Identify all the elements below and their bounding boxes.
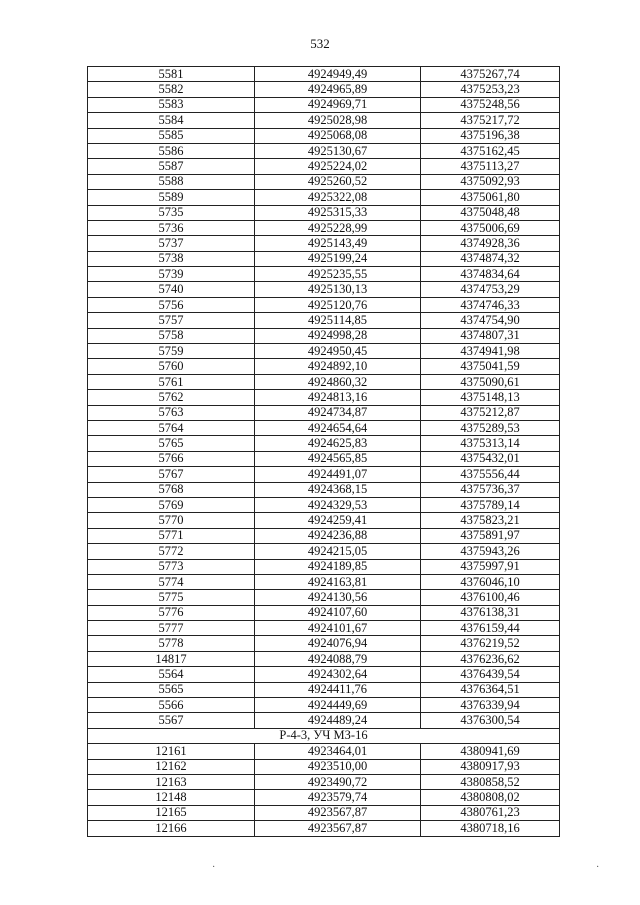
x-coordinate: 4924998,28	[255, 328, 421, 343]
y-coordinate: 4375248,56	[421, 97, 560, 112]
x-coordinate: 4924491,07	[255, 467, 421, 482]
y-coordinate: 4375736,37	[421, 482, 560, 497]
x-coordinate: 4925143,49	[255, 236, 421, 251]
point-number: 5757	[88, 313, 255, 328]
y-coordinate: 4375113,27	[421, 159, 560, 174]
point-number: 12148	[88, 790, 255, 805]
y-coordinate: 4374834,64	[421, 267, 560, 282]
table-row	[88, 759, 560, 774]
table-row	[88, 605, 560, 620]
point-number: 14817	[88, 651, 255, 666]
y-coordinate: 4375891,97	[421, 528, 560, 543]
table-row	[88, 682, 560, 697]
table-row	[88, 97, 560, 112]
x-coordinate: 4924892,10	[255, 359, 421, 374]
x-coordinate: 4924329,53	[255, 497, 421, 512]
table-row	[88, 82, 560, 97]
x-coordinate: 4925228,99	[255, 220, 421, 235]
point-number: 5567	[88, 713, 255, 728]
table-row	[88, 282, 560, 297]
point-number: 5736	[88, 220, 255, 235]
y-coordinate: 4375196,38	[421, 128, 560, 143]
point-number: 5566	[88, 698, 255, 713]
point-number: 5739	[88, 267, 255, 282]
table-row	[88, 744, 560, 759]
point-number: 5738	[88, 251, 255, 266]
x-coordinate: 4924654,64	[255, 420, 421, 435]
point-number: 12163	[88, 774, 255, 789]
x-coordinate: 4924625,83	[255, 436, 421, 451]
table-row	[88, 590, 560, 605]
y-coordinate: 4375289,53	[421, 420, 560, 435]
x-coordinate: 4925130,67	[255, 143, 421, 158]
point-number: 5565	[88, 682, 255, 697]
point-number: 5735	[88, 205, 255, 220]
x-coordinate: 4924302,64	[255, 667, 421, 682]
table-row	[88, 621, 560, 636]
table-row	[88, 359, 560, 374]
table-row	[88, 513, 560, 528]
point-number: 5582	[88, 82, 255, 97]
point-number: 5586	[88, 143, 255, 158]
point-number: 5564	[88, 667, 255, 682]
y-coordinate: 4376138,31	[421, 605, 560, 620]
x-coordinate: 4925315,33	[255, 205, 421, 220]
point-number: 5583	[88, 97, 255, 112]
table-row	[88, 436, 560, 451]
y-coordinate: 4375943,26	[421, 544, 560, 559]
y-coordinate: 4376219,52	[421, 636, 560, 651]
y-coordinate: 4380808,02	[421, 790, 560, 805]
y-coordinate: 4376046,10	[421, 574, 560, 589]
table-row	[88, 328, 560, 343]
table-row	[88, 205, 560, 220]
x-coordinate: 4925224,02	[255, 159, 421, 174]
x-coordinate: 4925114,85	[255, 313, 421, 328]
y-coordinate: 4375217,72	[421, 113, 560, 128]
point-number: 5770	[88, 513, 255, 528]
y-coordinate: 4375048,48	[421, 205, 560, 220]
y-coordinate: 4374807,31	[421, 328, 560, 343]
point-number: 5777	[88, 621, 255, 636]
x-coordinate: 4924969,71	[255, 97, 421, 112]
y-coordinate: 4376339,94	[421, 698, 560, 713]
table-row	[88, 297, 560, 312]
y-coordinate: 4380941,69	[421, 744, 560, 759]
point-number: 5776	[88, 605, 255, 620]
table-row	[88, 174, 560, 189]
table-row	[88, 451, 560, 466]
table-row	[88, 482, 560, 497]
table-row	[88, 420, 560, 435]
table-row	[88, 159, 560, 174]
y-coordinate: 4374754,90	[421, 313, 560, 328]
coordinates-table	[87, 66, 560, 837]
point-number: 5760	[88, 359, 255, 374]
point-number: 5774	[88, 574, 255, 589]
scan-speck: ·	[212, 862, 216, 873]
table-row	[88, 220, 560, 235]
x-coordinate: 4924813,16	[255, 390, 421, 405]
x-coordinate: 4925322,08	[255, 190, 421, 205]
point-number: 5759	[88, 344, 255, 359]
y-coordinate: 4380858,52	[421, 774, 560, 789]
y-coordinate: 4376439,54	[421, 667, 560, 682]
y-coordinate: 4375432,01	[421, 451, 560, 466]
x-coordinate: 4923490,72	[255, 774, 421, 789]
point-number: 5758	[88, 328, 255, 343]
x-coordinate: 4924565,85	[255, 451, 421, 466]
x-coordinate: 4924215,05	[255, 544, 421, 559]
y-coordinate: 4376236,62	[421, 651, 560, 666]
page-number: 532	[310, 36, 330, 51]
x-coordinate: 4924368,15	[255, 482, 421, 497]
point-number: 5767	[88, 467, 255, 482]
table-row	[88, 497, 560, 512]
point-number: 5584	[88, 113, 255, 128]
x-coordinate: 4924163,81	[255, 574, 421, 589]
point-number: 5589	[88, 190, 255, 205]
x-coordinate: 4923567,87	[255, 805, 421, 820]
point-number: 5587	[88, 159, 255, 174]
table-row	[88, 390, 560, 405]
table-row	[88, 774, 560, 789]
point-number: 5761	[88, 374, 255, 389]
y-coordinate: 4375162,45	[421, 143, 560, 158]
y-coordinate: 4375090,61	[421, 374, 560, 389]
table-row	[88, 143, 560, 158]
point-number: 5766	[88, 451, 255, 466]
y-coordinate: 4375041,59	[421, 359, 560, 374]
y-coordinate: 4376364,51	[421, 682, 560, 697]
table-row	[88, 790, 560, 805]
x-coordinate: 4923510,00	[255, 759, 421, 774]
table-row	[88, 128, 560, 143]
y-coordinate: 4375789,14	[421, 497, 560, 512]
x-coordinate: 4924449,69	[255, 698, 421, 713]
x-coordinate: 4924101,67	[255, 621, 421, 636]
y-coordinate: 4375006,69	[421, 220, 560, 235]
y-coordinate: 4376100,46	[421, 590, 560, 605]
table-row	[88, 574, 560, 589]
point-number: 5769	[88, 497, 255, 512]
section-title-row	[88, 728, 560, 743]
x-coordinate: 4924088,79	[255, 651, 421, 666]
y-coordinate: 4375997,91	[421, 559, 560, 574]
point-number: 12161	[88, 744, 255, 759]
point-number: 12166	[88, 821, 255, 836]
x-coordinate: 4923567,87	[255, 821, 421, 836]
y-coordinate: 4374928,36	[421, 236, 560, 251]
table-row	[88, 267, 560, 282]
table-row	[88, 313, 560, 328]
x-coordinate: 4925068,08	[255, 128, 421, 143]
table-row	[88, 528, 560, 543]
point-number: 5581	[88, 67, 255, 82]
x-coordinate: 4924950,45	[255, 344, 421, 359]
y-coordinate: 4380761,23	[421, 805, 560, 820]
y-coordinate: 4375092,93	[421, 174, 560, 189]
x-coordinate: 4924734,87	[255, 405, 421, 420]
point-number: 5756	[88, 297, 255, 312]
table-row	[88, 805, 560, 820]
y-coordinate: 4374746,33	[421, 297, 560, 312]
x-coordinate: 4924259,41	[255, 513, 421, 528]
x-coordinate: 4924130,56	[255, 590, 421, 605]
x-coordinate: 4924489,24	[255, 713, 421, 728]
table-row	[88, 713, 560, 728]
y-coordinate: 4380917,93	[421, 759, 560, 774]
y-coordinate: 4374753,29	[421, 282, 560, 297]
point-number: 5771	[88, 528, 255, 543]
table-row	[88, 636, 560, 651]
point-number: 5762	[88, 390, 255, 405]
table-row	[88, 698, 560, 713]
table-row	[88, 821, 560, 836]
point-number: 5588	[88, 174, 255, 189]
point-number: 5764	[88, 420, 255, 435]
scan-speck: ·	[596, 862, 600, 873]
y-coordinate: 4375267,74	[421, 67, 560, 82]
x-coordinate: 4924076,94	[255, 636, 421, 651]
table-row	[88, 236, 560, 251]
y-coordinate: 4375313,14	[421, 436, 560, 451]
table-row	[88, 190, 560, 205]
point-number: 12162	[88, 759, 255, 774]
table-row	[88, 667, 560, 682]
x-coordinate: 4924860,32	[255, 374, 421, 389]
table-row	[88, 113, 560, 128]
x-coordinate: 4923579,74	[255, 790, 421, 805]
table-row	[88, 67, 560, 82]
point-number: 5740	[88, 282, 255, 297]
y-coordinate: 4375061,80	[421, 190, 560, 205]
table-row	[88, 544, 560, 559]
table-row	[88, 251, 560, 266]
coordinates-section-a	[88, 67, 560, 729]
y-coordinate: 4374874,32	[421, 251, 560, 266]
table-row	[88, 405, 560, 420]
point-number: 5765	[88, 436, 255, 451]
table-row	[88, 467, 560, 482]
coordinates-section-b	[88, 744, 560, 836]
x-coordinate: 4925120,76	[255, 297, 421, 312]
x-coordinate: 4924411,76	[255, 682, 421, 697]
point-number: 5768	[88, 482, 255, 497]
table-row	[88, 651, 560, 666]
table-row	[88, 374, 560, 389]
point-number: 5585	[88, 128, 255, 143]
x-coordinate: 4925199,24	[255, 251, 421, 266]
section-title: Р-4-3, УЧ МЗ-16	[88, 728, 560, 743]
point-number: 5773	[88, 559, 255, 574]
y-coordinate: 4375148,13	[421, 390, 560, 405]
point-number: 5775	[88, 590, 255, 605]
x-coordinate: 4923464,01	[255, 744, 421, 759]
point-number: 5772	[88, 544, 255, 559]
x-coordinate: 4924965,89	[255, 82, 421, 97]
y-coordinate: 4376159,44	[421, 621, 560, 636]
y-coordinate: 4375212,87	[421, 405, 560, 420]
x-coordinate: 4925260,52	[255, 174, 421, 189]
x-coordinate: 4924107,60	[255, 605, 421, 620]
coordinates-section-b-header	[88, 728, 560, 743]
y-coordinate: 4376300,54	[421, 713, 560, 728]
point-number: 5778	[88, 636, 255, 651]
x-coordinate: 4925130,13	[255, 282, 421, 297]
point-number: 5763	[88, 405, 255, 420]
x-coordinate: 4924236,88	[255, 528, 421, 543]
point-number: 12165	[88, 805, 255, 820]
x-coordinate: 4924189,85	[255, 559, 421, 574]
x-coordinate: 4925028,98	[255, 113, 421, 128]
y-coordinate: 4375556,44	[421, 467, 560, 482]
table-row	[88, 344, 560, 359]
y-coordinate: 4380718,16	[421, 821, 560, 836]
y-coordinate: 4374941,98	[421, 344, 560, 359]
table-row	[88, 559, 560, 574]
x-coordinate: 4925235,55	[255, 267, 421, 282]
y-coordinate: 4375823,21	[421, 513, 560, 528]
y-coordinate: 4375253,23	[421, 82, 560, 97]
point-number: 5737	[88, 236, 255, 251]
x-coordinate: 4924949,49	[255, 67, 421, 82]
